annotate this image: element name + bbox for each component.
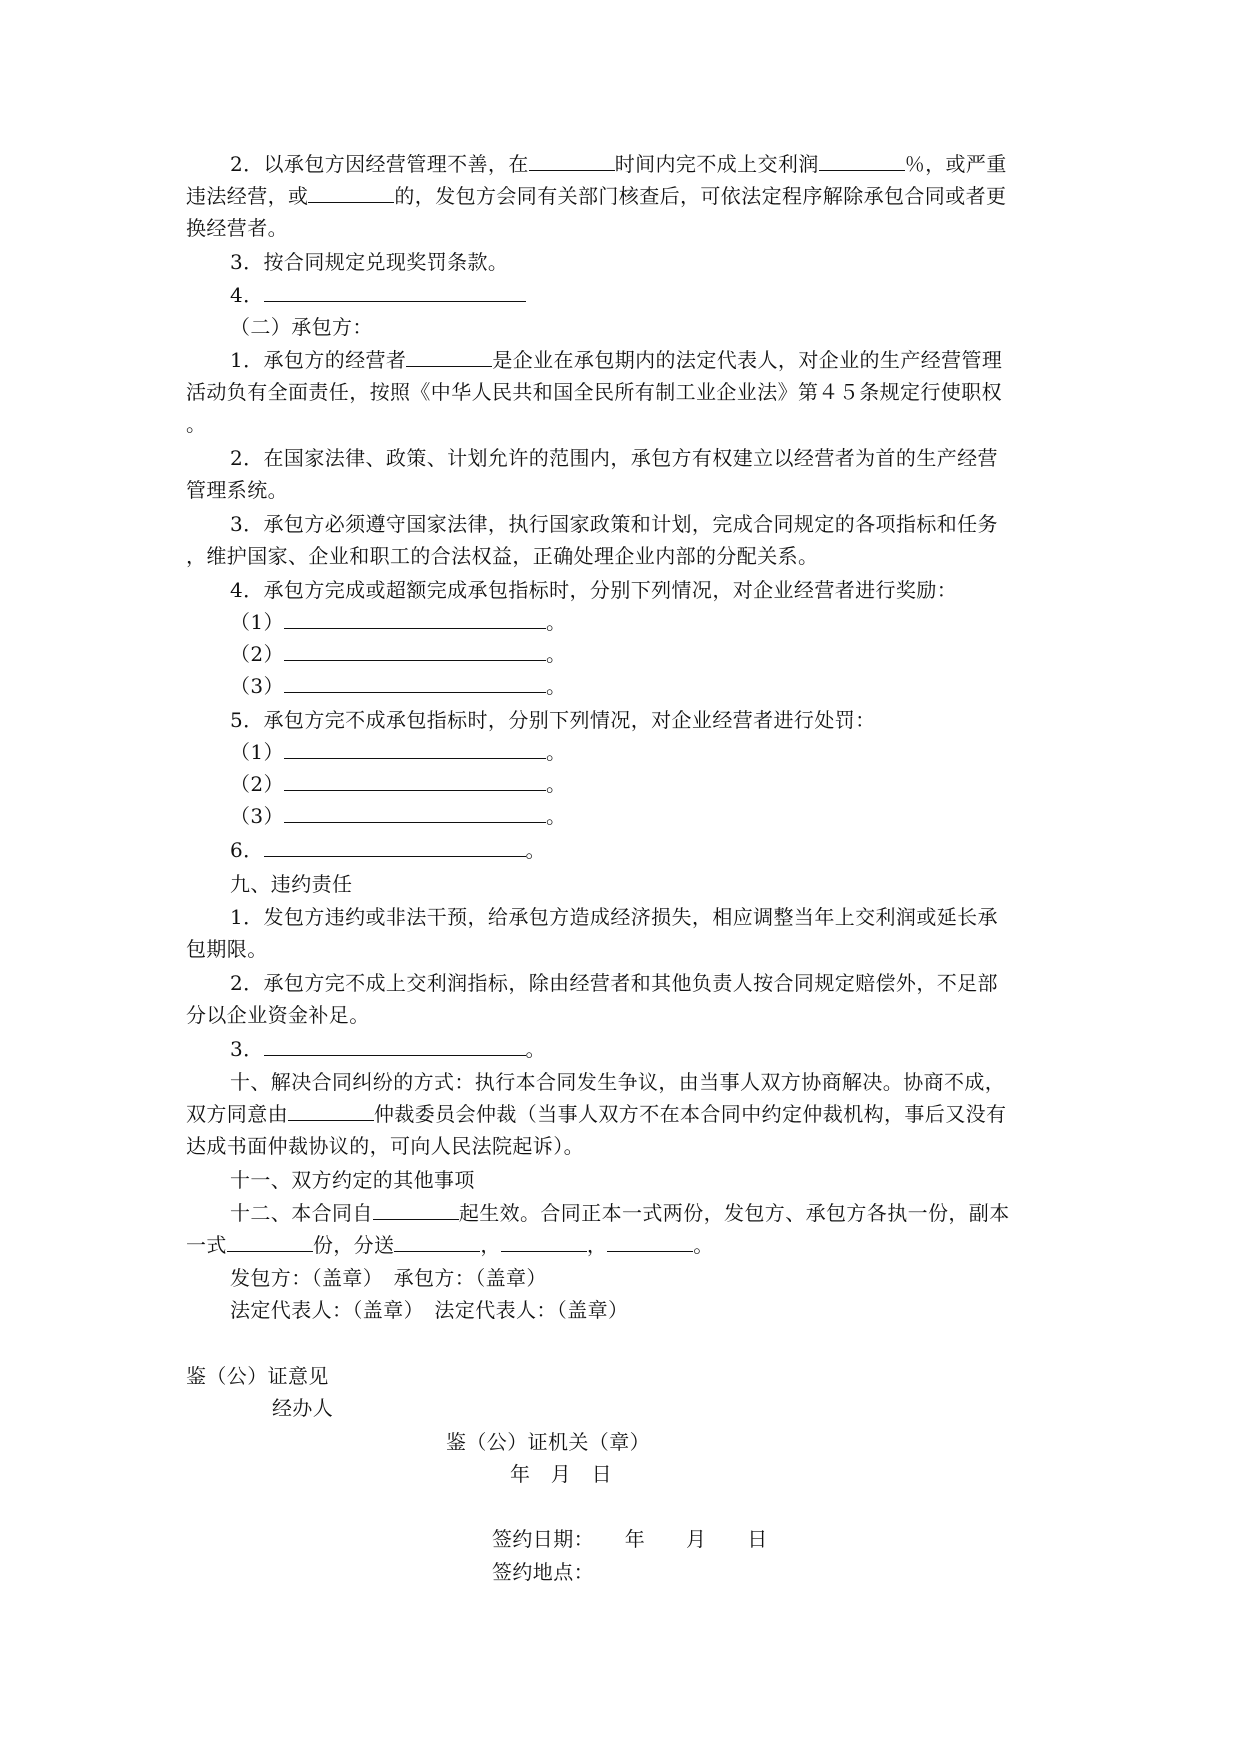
line-contractor-3: 3．承包方必须遵守国家法律，执行国家政策和计划，完成合同规定的各项指标和任务 xyxy=(230,512,998,536)
text: 。 xyxy=(545,642,567,666)
text: 1．承包方的经营者 xyxy=(230,348,407,372)
line-dispute-cont xyxy=(186,1102,1066,1126)
line-penalty-2 xyxy=(230,772,1110,796)
text: 。 xyxy=(693,1233,714,1257)
line-breach-1: 1．发包方违约或非法干预，给承包方造成经济损失，相应调整当年上交利润或延长承 xyxy=(230,905,998,929)
section-breach-heading: 九、违约责任 xyxy=(230,872,353,896)
text: 。 xyxy=(545,610,567,634)
line-seal-representatives: 法定代表人：（盖章） 法定代表人：（盖章） xyxy=(230,1298,629,1322)
text: 。 xyxy=(525,838,546,862)
line-dispute-end: 达成书面仲裁协议的，可向人民法院起诉）。 xyxy=(186,1134,584,1158)
text: 起生效。合同正本一式两份，发包方、承包方各执一份，副本 xyxy=(458,1201,1010,1225)
text: 双方同意由 xyxy=(186,1102,288,1126)
blank-field[interactable] xyxy=(284,804,546,823)
text: 2．以承包方因经营管理不善，在 xyxy=(230,152,529,176)
text: 十二、本合同自 xyxy=(230,1201,373,1225)
line-contractor-2-cont: 管理系统。 xyxy=(186,478,288,502)
line-clause-2-end: 换经营者。 xyxy=(186,216,288,240)
line-reward-2 xyxy=(230,642,1110,666)
text: 时间内完不成上交利润 xyxy=(614,152,819,176)
text: 6． xyxy=(230,838,264,862)
line-contractor-1 xyxy=(230,348,1110,372)
notary-opinion-label: 鉴（公）证意见 xyxy=(186,1364,329,1388)
blank-field[interactable] xyxy=(264,838,526,857)
line-reward-1 xyxy=(230,610,1110,634)
line-contractor-1-cont: 活动负有全面责任，按照《中华人民共和国全民所有制工业企业法》第４５条规定行使职权 xyxy=(186,380,1002,404)
blank-field[interactable] xyxy=(284,642,546,661)
notary-date: 年 月 日 xyxy=(510,1462,612,1486)
line-breach-3 xyxy=(230,1037,1110,1061)
blank-field[interactable] xyxy=(373,1201,459,1220)
text: （1） xyxy=(230,740,284,764)
text: ， xyxy=(586,1233,608,1257)
text: （1） xyxy=(230,610,284,634)
blank-field[interactable] xyxy=(284,674,546,693)
blank-field[interactable] xyxy=(819,152,905,171)
text: （2） xyxy=(230,772,284,796)
line-contractor-1-end: 。 xyxy=(186,412,207,436)
line-clause-4-blank xyxy=(230,283,1110,307)
text: 3． xyxy=(230,1037,264,1061)
line-contractor-6 xyxy=(230,838,1110,862)
line-contractor-3-cont: ，维护国家、企业和职工的合法权益，正确处理企业内部的分配关系。 xyxy=(186,544,819,568)
line-breach-2-cont: 分以企业资金补足。 xyxy=(186,1003,370,1027)
blank-field[interactable] xyxy=(501,1233,587,1252)
text: 。 xyxy=(525,1037,546,1061)
text: （2） xyxy=(230,642,284,666)
line-clause-3: 3．按合同规定兑现奖罚条款。 xyxy=(230,250,509,274)
line-penalty-3 xyxy=(230,804,1110,828)
blank-field[interactable] xyxy=(284,772,546,791)
notary-handler-label: 经办人 xyxy=(272,1396,334,1420)
text: 是企业在承包期内的法定代表人，对企业的生产经营管理 xyxy=(492,348,1003,372)
text: ， xyxy=(480,1233,501,1257)
blank-field[interactable] xyxy=(264,283,526,302)
line-penalty-1 xyxy=(230,740,1110,764)
blank-field[interactable] xyxy=(284,610,546,629)
line-breach-1-cont: 包期限。 xyxy=(186,937,268,961)
text: （3） xyxy=(230,804,284,828)
line-contractor-4: 4．承包方完成或超额完成承包指标时，分别下列情况，对企业经营者进行奖励： xyxy=(230,578,958,602)
blank-field[interactable] xyxy=(394,1233,480,1252)
section-other-matters: 十一、双方约定的其他事项 xyxy=(230,1168,475,1192)
line-effective xyxy=(230,1201,1110,1225)
blank-field[interactable] xyxy=(227,1233,313,1252)
blank-field[interactable] xyxy=(406,348,492,367)
text: 。 xyxy=(545,740,567,764)
notary-office-seal: 鉴（公）证机关（章） xyxy=(446,1430,650,1454)
blank-field[interactable] xyxy=(284,740,546,759)
text: （3） xyxy=(230,674,284,698)
text: 违法经营，或 xyxy=(186,184,309,208)
section-contractor-heading: （二）承包方： xyxy=(230,315,373,339)
blank-field[interactable] xyxy=(264,1037,526,1056)
text: 。 xyxy=(545,674,567,698)
blank-field[interactable] xyxy=(607,1233,693,1252)
blank-field[interactable] xyxy=(288,1102,374,1121)
text: 。 xyxy=(545,772,567,796)
signing-location: 签约地点： xyxy=(492,1560,594,1584)
text: ％，或严重 xyxy=(904,152,1007,176)
signing-date: 签约日期： 年 月 日 xyxy=(492,1527,768,1551)
blank-field[interactable] xyxy=(308,184,394,203)
line-reward-3 xyxy=(230,674,1110,698)
line-contractor-2: 2．在国家法律、政策、计划允许的范围内，承包方有权建立以经营者为首的生产经营 xyxy=(230,446,998,470)
text: 份，分送 xyxy=(312,1233,395,1257)
line-copies xyxy=(186,1233,1066,1257)
text: 一式 xyxy=(186,1233,227,1257)
text: 仲裁委员会仲裁（当事人双方不在本合同中约定仲裁机构，事后又没有 xyxy=(374,1102,1007,1126)
text: 的，发包方会同有关部门核查后，可依法定程序解除承包合同或者更 xyxy=(394,184,1007,208)
text: 。 xyxy=(545,804,567,828)
line-clause-2-cont xyxy=(186,184,1066,208)
line-clause-2-termination xyxy=(230,152,1110,176)
blank-field[interactable] xyxy=(529,152,615,171)
line-contractor-5: 5．承包方完不成承包指标时，分别下列情况，对企业经营者进行处罚： xyxy=(230,708,876,732)
line-seal-parties: 发包方：（盖章） 承包方：（盖章） xyxy=(230,1266,547,1290)
text: 4． xyxy=(230,283,264,307)
line-breach-2: 2．承包方完不成上交利润指标，除由经营者和其他负责人按合同规定赔偿外，不足部 xyxy=(230,971,998,995)
section-dispute-heading: 十、解决合同纠纷的方式：执行本合同发生争议，由当事人双方协商解决。协商不成， xyxy=(230,1070,1006,1094)
